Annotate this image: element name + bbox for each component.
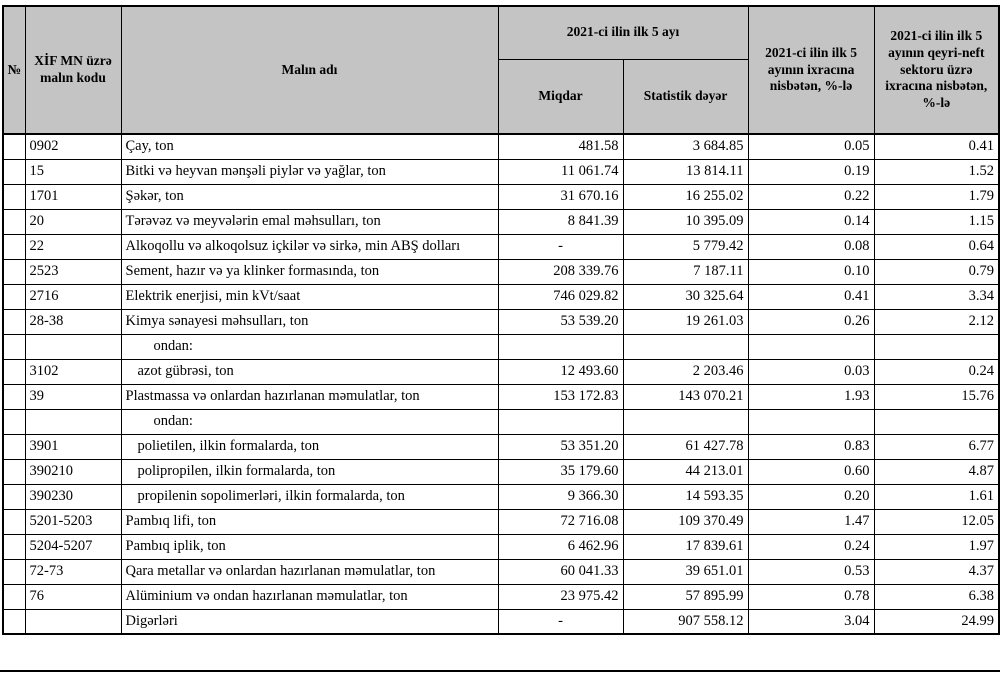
table-row	[3, 159, 999, 184]
cell-name: Alkoqollu və alkoqolsuz içkilər və sirkə, min ABŞ dolları	[121, 234, 498, 259]
cell-quantity	[498, 409, 623, 434]
bottom-divider-line	[0, 670, 1000, 672]
cell-quantity: 746 029.82	[498, 284, 623, 309]
cell-pct-export: 0.03	[748, 359, 874, 384]
table-row	[3, 259, 999, 284]
cell-name: Bitki və heyvan mənşəli piylər və yağlar, ton	[121, 159, 498, 184]
cell-pct-export: 0.26	[748, 309, 874, 334]
cell-pct-export	[748, 409, 874, 434]
cell-no	[3, 459, 25, 484]
cell-code: 5201-5203	[25, 509, 121, 534]
cell-no	[3, 434, 25, 459]
cell-quantity: 35 179.60	[498, 459, 623, 484]
cell-no	[3, 284, 25, 309]
cell-no	[3, 334, 25, 359]
cell-stat-value: 19 261.03	[623, 309, 748, 334]
cell-quantity: -	[498, 234, 623, 259]
cell-quantity: 23 975.42	[498, 584, 623, 609]
cell-code: 5204-5207	[25, 534, 121, 559]
cell-pct-export: 1.93	[748, 384, 874, 409]
cell-pct-nonoil-export: 0.24	[874, 359, 999, 384]
cell-code: 22	[25, 234, 121, 259]
cell-pct-nonoil-export: 1.52	[874, 159, 999, 184]
cell-pct-export: 0.60	[748, 459, 874, 484]
table-row	[3, 184, 999, 209]
header-pct-nonoil-export: 2021-ci ilin ilk 5 ayının qeyri-neft sektoru üzrə ixracına nisbətən, %-lə	[874, 6, 999, 134]
cell-quantity: 8 841.39	[498, 209, 623, 234]
cell-pct-export: 0.41	[748, 284, 874, 309]
export-statistics-table	[2, 5, 1000, 635]
cell-pct-nonoil-export: 1.97	[874, 534, 999, 559]
cell-code	[25, 609, 121, 634]
cell-name: Pambıq lifi, ton	[121, 509, 498, 534]
cell-code	[25, 409, 121, 434]
cell-stat-value: 39 651.01	[623, 559, 748, 584]
cell-pct-nonoil-export: 0.41	[874, 134, 999, 159]
cell-pct-export: 0.05	[748, 134, 874, 159]
cell-code: 2523	[25, 259, 121, 284]
cell-name: Plastmassa və onlardan hazırlanan məmulatlar, ton	[121, 384, 498, 409]
cell-stat-value: 7 187.11	[623, 259, 748, 284]
cell-quantity: -	[498, 609, 623, 634]
cell-no	[3, 359, 25, 384]
cell-pct-export: 0.19	[748, 159, 874, 184]
cell-pct-nonoil-export: 24.99	[874, 609, 999, 634]
cell-code: 28-38	[25, 309, 121, 334]
cell-no	[3, 209, 25, 234]
cell-pct-nonoil-export	[874, 334, 999, 359]
cell-pct-nonoil-export: 0.79	[874, 259, 999, 284]
cell-stat-value: 5 779.42	[623, 234, 748, 259]
cell-stat-value: 17 839.61	[623, 534, 748, 559]
table-row	[3, 509, 999, 534]
cell-code: 2716	[25, 284, 121, 309]
cell-pct-export: 0.83	[748, 434, 874, 459]
cell-name: Pambıq iplik, ton	[121, 534, 498, 559]
cell-code: 39	[25, 384, 121, 409]
cell-name: Digərləri	[121, 609, 498, 634]
table-header	[3, 6, 999, 134]
cell-no	[3, 409, 25, 434]
cell-pct-export: 0.24	[748, 534, 874, 559]
table-row	[3, 359, 999, 384]
cell-pct-export: 3.04	[748, 609, 874, 634]
cell-quantity: 481.58	[498, 134, 623, 159]
header-row-group	[3, 6, 999, 59]
cell-pct-export: 0.22	[748, 184, 874, 209]
cell-pct-nonoil-export: 3.34	[874, 284, 999, 309]
cell-pct-nonoil-export: 1.79	[874, 184, 999, 209]
cell-quantity: 11 061.74	[498, 159, 623, 184]
cell-quantity: 6 462.96	[498, 534, 623, 559]
header-code: XİF MN üzrə malın kodu	[25, 6, 121, 134]
cell-name: Alüminium və ondan hazırlanan məmulatlar, ton	[121, 584, 498, 609]
cell-stat-value: 10 395.09	[623, 209, 748, 234]
cell-pct-export: 0.53	[748, 559, 874, 584]
table-row	[3, 409, 999, 434]
cell-name: ondan:	[121, 334, 498, 359]
header-pct-export: 2021-ci ilin ilk 5 ayının ixracına nisbətən, %-lə	[748, 6, 874, 134]
cell-quantity: 53 539.20	[498, 309, 623, 334]
cell-name: polipropilen, ilkin formalarda, ton	[121, 459, 498, 484]
cell-pct-export: 0.78	[748, 584, 874, 609]
header-stat-value: Statistik dəyər	[623, 59, 748, 134]
table-row	[3, 434, 999, 459]
cell-stat-value: 13 814.11	[623, 159, 748, 184]
cell-no	[3, 534, 25, 559]
cell-no	[3, 484, 25, 509]
cell-stat-value	[623, 334, 748, 359]
cell-pct-nonoil-export: 15.76	[874, 384, 999, 409]
cell-code: 1701	[25, 184, 121, 209]
cell-pct-nonoil-export: 4.37	[874, 559, 999, 584]
cell-code: 3102	[25, 359, 121, 384]
cell-quantity: 31 670.16	[498, 184, 623, 209]
table-row	[3, 284, 999, 309]
cell-stat-value: 44 213.01	[623, 459, 748, 484]
cell-no	[3, 159, 25, 184]
cell-pct-export: 0.20	[748, 484, 874, 509]
cell-pct-export: 0.14	[748, 209, 874, 234]
cell-quantity: 9 366.30	[498, 484, 623, 509]
cell-pct-export: 1.47	[748, 509, 874, 534]
cell-no	[3, 609, 25, 634]
cell-quantity: 208 339.76	[498, 259, 623, 284]
cell-stat-value: 61 427.78	[623, 434, 748, 459]
cell-pct-nonoil-export: 6.77	[874, 434, 999, 459]
cell-pct-export: 0.10	[748, 259, 874, 284]
cell-pct-nonoil-export: 12.05	[874, 509, 999, 534]
cell-name: Elektrik enerjisi, min kVt/saat	[121, 284, 498, 309]
cell-stat-value: 16 255.02	[623, 184, 748, 209]
table-row	[3, 384, 999, 409]
cell-code: 15	[25, 159, 121, 184]
table-row	[3, 484, 999, 509]
cell-pct-nonoil-export: 6.38	[874, 584, 999, 609]
cell-no	[3, 384, 25, 409]
cell-quantity: 12 493.60	[498, 359, 623, 384]
cell-pct-export	[748, 334, 874, 359]
table-row	[3, 609, 999, 634]
cell-pct-nonoil-export	[874, 409, 999, 434]
table-body	[3, 134, 999, 634]
cell-code: 3901	[25, 434, 121, 459]
table-row	[3, 309, 999, 334]
cell-name: Sement, hazır və ya klinker formasında, ton	[121, 259, 498, 284]
cell-code: 390210	[25, 459, 121, 484]
cell-pct-nonoil-export: 0.64	[874, 234, 999, 259]
cell-name: ondan:	[121, 409, 498, 434]
cell-code: 76	[25, 584, 121, 609]
cell-stat-value: 143 070.21	[623, 384, 748, 409]
cell-no	[3, 184, 25, 209]
cell-stat-value: 30 325.64	[623, 284, 748, 309]
cell-stat-value	[623, 409, 748, 434]
cell-stat-value: 3 684.85	[623, 134, 748, 159]
cell-stat-value: 2 203.46	[623, 359, 748, 384]
cell-no	[3, 559, 25, 584]
header-quantity: Miqdar	[498, 59, 623, 134]
cell-quantity: 72 716.08	[498, 509, 623, 534]
cell-no	[3, 234, 25, 259]
header-name: Malın adı	[121, 6, 498, 134]
cell-stat-value: 109 370.49	[623, 509, 748, 534]
table-row	[3, 134, 999, 159]
cell-code: 0902	[25, 134, 121, 159]
cell-stat-value: 907 558.12	[623, 609, 748, 634]
cell-pct-nonoil-export: 1.61	[874, 484, 999, 509]
table-row	[3, 584, 999, 609]
cell-pct-nonoil-export: 2.12	[874, 309, 999, 334]
cell-name: Kimya sənayesi məhsulları, ton	[121, 309, 498, 334]
cell-quantity: 153 172.83	[498, 384, 623, 409]
cell-code: 390230	[25, 484, 121, 509]
cell-name: Qara metallar və onlardan hazırlanan məmulatlar, ton	[121, 559, 498, 584]
cell-name: polietilen, ilkin formalarda, ton	[121, 434, 498, 459]
cell-pct-nonoil-export: 1.15	[874, 209, 999, 234]
cell-stat-value: 14 593.35	[623, 484, 748, 509]
cell-no	[3, 309, 25, 334]
cell-name: Tərəvəz və meyvələrin emal məhsulları, ton	[121, 209, 498, 234]
table-row	[3, 234, 999, 259]
cell-name: propilenin sopolimerləri, ilkin formalarda, ton	[121, 484, 498, 509]
table-row	[3, 334, 999, 359]
cell-pct-nonoil-export: 4.87	[874, 459, 999, 484]
cell-name: Çay, ton	[121, 134, 498, 159]
cell-quantity: 60 041.33	[498, 559, 623, 584]
table-row	[3, 559, 999, 584]
cell-quantity	[498, 334, 623, 359]
cell-no	[3, 259, 25, 284]
cell-pct-export: 0.08	[748, 234, 874, 259]
header-period-group: 2021-ci ilin ilk 5 ayı	[498, 6, 748, 59]
table-row	[3, 209, 999, 234]
table-row	[3, 534, 999, 559]
cell-no	[3, 134, 25, 159]
header-no: №	[3, 6, 25, 134]
cell-no	[3, 509, 25, 534]
table-row	[3, 459, 999, 484]
cell-stat-value: 57 895.99	[623, 584, 748, 609]
cell-no	[3, 584, 25, 609]
cell-code: 20	[25, 209, 121, 234]
cell-quantity: 53 351.20	[498, 434, 623, 459]
cell-code	[25, 334, 121, 359]
cell-code: 72-73	[25, 559, 121, 584]
cell-name: azot gübrəsi, ton	[121, 359, 498, 384]
cell-name: Şəkər, ton	[121, 184, 498, 209]
